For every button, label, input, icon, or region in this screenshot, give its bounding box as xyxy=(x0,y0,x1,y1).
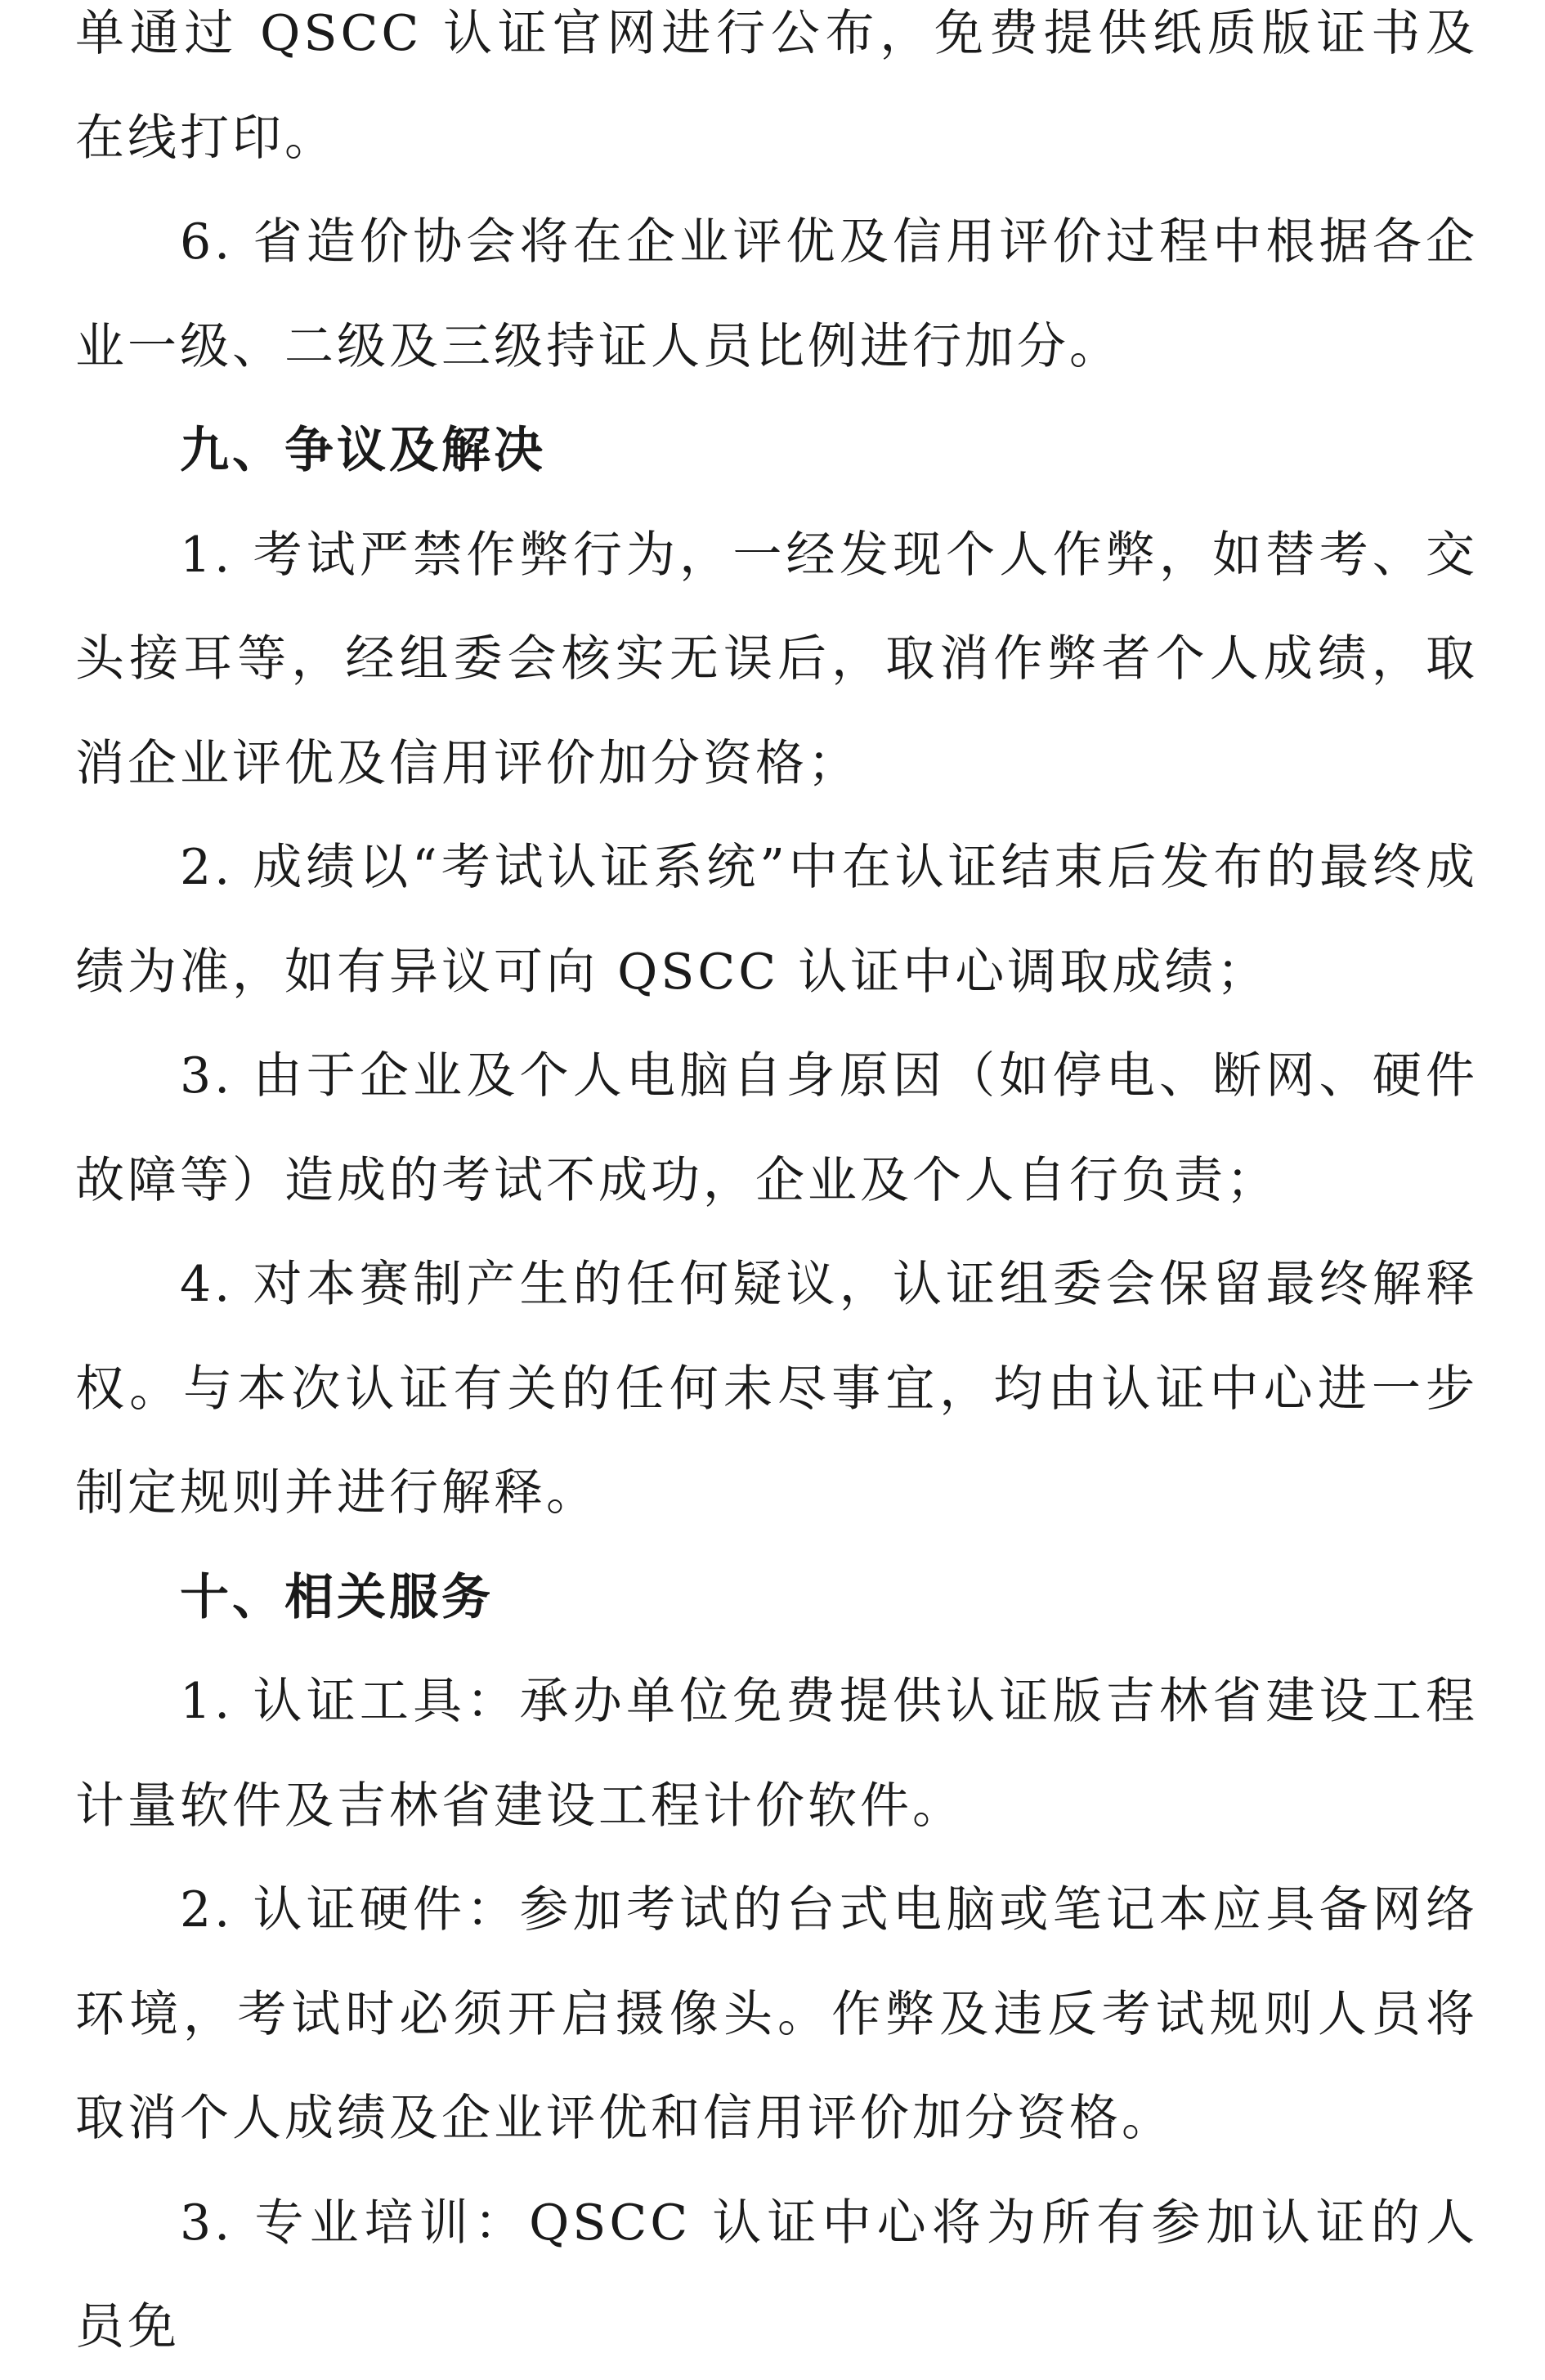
paragraph-service-item-3: 3. 专业培训：QSCC 认证中心将为所有参加认证的人员免 xyxy=(75,2194,1478,2355)
paragraph-service-item-1: 1. 认证工具：承办单位免费提供认证版吉林省建设工程计量软件及吉林省建设工程计价软件。 xyxy=(75,1673,1478,1835)
paragraph-dispute-item-2: 2. 成绩以“考试认证系统”中在认证结束后发布的最终成绩为准，如有异议可向 QSCC 认证中心调取成绩； xyxy=(75,839,1478,1001)
document-page xyxy=(75,0,1478,2380)
paragraph-dispute-item-4: 4. 对本赛制产生的任何疑议，认证组委会保留最终解释权。与本次认证有关的任何未尽事宜，均由认证中心进一步制定规则并进行解释。 xyxy=(75,1256,1478,1522)
section-heading-services: 十、相关服务 xyxy=(180,1568,494,1626)
paragraph-dispute-item-3: 3. 由于企业及个人电脑自身原因（如停电、断网、硬件故障等）造成的考试不成功，企业及个人自行负责； xyxy=(75,1047,1478,1209)
paragraph-certificate-publication: 单通过 QSCC 认证官网进行公布，免费提供纸质版证书及在线打印。 xyxy=(75,5,1478,167)
paragraph-dispute-item-1: 1. 考试严禁作弊行为，一经发现个人作弊，如替考、交头接耳等，经组委会核实无误后，取消作弊者个人成绩，取消企业评优及信用评价加分资格； xyxy=(75,526,1478,792)
paragraph-item-6-scoring: 6. 省造价协会将在企业评优及信用评价过程中根据各企业一级、二级及三级持证人员比例进行加分。 xyxy=(75,213,1478,375)
paragraph-service-item-2: 2. 认证硬件：参加考试的台式电脑或笔记本应具备网络环境，考试时必须开启摄像头。作弊及违反考试规则人员将取消个人成绩及企业评优和信用评价加分资格。 xyxy=(75,1881,1478,2147)
section-heading-dispute: 九、争议及解决 xyxy=(180,422,546,479)
